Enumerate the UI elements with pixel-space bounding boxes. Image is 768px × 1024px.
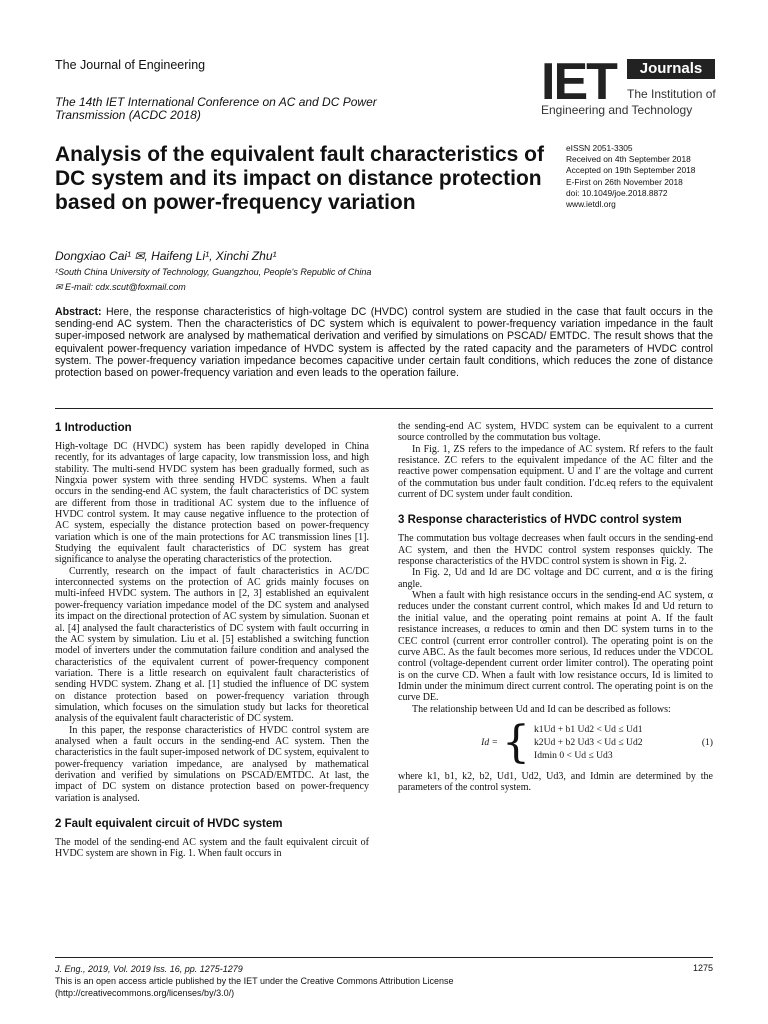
logo-institution-line2: Engineering and Technology xyxy=(541,103,693,117)
meta-received: Received on 4th September 2018 xyxy=(566,154,691,165)
corresponding-email[interactable]: ✉ E-mail: cdx.scut@foxmail.com xyxy=(55,282,186,292)
paragraph: In this paper, the response characteristics of HVDC control system are analysed when a fault occurs in the sending-end AC system. Then the characteristics in the fault super-imposed network of DC system, equivalent to power-frequency variation impedance, are analysed by mathematical derivation and verified by simulations on PSCAD/EMTDC. At last, the impact of DC system on distance protection based on power-frequency variation is analysed. xyxy=(55,724,369,804)
footer-license-link[interactable]: (http://creativecommons.org/licenses/by/3.0/) xyxy=(55,988,235,998)
paper-title: Analysis of the equivalent fault characteristics of DC system and its impact on distance protection based on power-frequency variation xyxy=(55,143,544,214)
meta-efirst: E-First on 26th November 2018 xyxy=(566,176,683,187)
equation-case: Idmin 0 < Ud ≤ Ud3 xyxy=(534,750,613,762)
right-column xyxy=(398,421,713,794)
article-metadata xyxy=(566,143,695,210)
paragraph: The model of the sending-end AC system and the fault equivalent circuit of HVDC system are shown in Fig. 1. When fault occurs in xyxy=(55,837,369,860)
abstract-divider xyxy=(55,408,713,409)
paragraph: The relationship between Ud and Id can be described as follows: xyxy=(412,703,671,715)
meta-accepted: Accepted on 19th September 2018 xyxy=(566,165,696,176)
journal-name: The Journal of Engineering xyxy=(55,58,206,72)
author-list: Dongxiao Cai¹ ✉, Haifeng Li¹, Xinchi Zhu¹ xyxy=(55,249,277,263)
equation-case: k2Ud + b2 Ud3 < Ud ≤ Ud2 xyxy=(534,737,643,749)
equation-case: k1Ud + b1 Ud2 < Ud ≤ Ud1 xyxy=(534,724,643,736)
paragraph: the sending-end AC system, HVDC system can be equivalent to a current source controlled by the commutation bus voltage. xyxy=(398,421,713,444)
left-column xyxy=(55,421,369,860)
page-number: 1275 xyxy=(692,963,713,973)
paragraph: When a fault with high resistance occurs in the sending-end AC system, α reduces under the constant current control, which makes Id and Ud return to the initial value, and the operating point remains at point A. If the fault resistance increases, α reduces to αmin and then DC system turns in to the CEC control (current error controller control). The operating point is on the curve ABC. As the fault becomes more serious, Id reduces under the VDCOL control (voltage-dependent current order limiter control). The operating point is on the curve CD. When a fault with low resistance occurs, Id is limited to Idmin under the minimum direct current control. The operating point is on the curve DE. xyxy=(398,590,713,704)
conference-name: The 14th IET International Conference on AC and DC Power Transmission (ACDC 2018) xyxy=(55,95,377,122)
paragraph: In Fig. 2, Ud and Id are DC voltage and DC current, and α is the firing angle. xyxy=(398,567,713,590)
equation-brace: { xyxy=(502,716,530,768)
logo-main-text: IET xyxy=(541,53,616,111)
paragraph: In Fig. 1, ZS refers to the impedance of AC system. Rf refers to the fault resistance. ZC refers to the equivalent impedance of the AC filter and the reactive power compensation equipment. U and I′ are the voltage and current of the commutation bus under fault condition. I′dc.eq refers to the equivalent current of DC system under fault condition. xyxy=(398,443,713,501)
meta-doi[interactable]: doi: 10.1049/joe.2018.8872 xyxy=(566,187,668,198)
equation-lhs: Id = xyxy=(481,737,498,749)
paragraph: Currently, research on the impact of fault characteristics in AC/DC interconnected systems on the protection of AC grids mainly focuses on multi-infeed HVDC system. The authors in [2, 3] established an equivalent power-frequency variation impedance model of the DC system and analysed its impact on the directional protection of AC system by simulation. Suonan et al. [4] analysed the fault characteristics of DC system with fault occurring in the AC system by simulation. Liu et al. [5] established a switching function model of inverters under the commutation failure condition and analysed the characteristics of the equivalent current of power-frequency component variation. There is a little research on equivalent fault characteristics of sending HVDC system. Zhang et al. [1] studied the influence of DC system on distance protection based on power-frequency variation through simulation, which focuses on the simulation study but lacks for theoretical analysis of the equivalent fault characteristic of DC system. xyxy=(55,565,369,725)
section-heading-response: 3 Response characteristics of HVDC control system xyxy=(398,514,682,527)
abstract-text: Here, the response characteristics of high-voltage DC (HVDC) control system are studied in the case that fault occurs in the sending-end AC system. Then the characteristics of DC system which is equivalent to power-frequency variation impedance in the fault super-imposed network are analysed by mathematical derivation and verified by simulations on PSCAD/ EMTDC. The result shows that the equivalent power-frequency variation impedance of HVDC system is affected by the rated capacity and the parameters of HVDC control system. The power-frequency variation impedance becomes capacitive under certain fault conditions, which reduces the zone of distance protection based on power-frequency variation and even leads to the operation failure. xyxy=(55,306,713,380)
footer-divider xyxy=(55,957,713,958)
footer xyxy=(55,963,713,999)
affiliation: ¹South China University of Technology, Guangzhou, People's Republic of China xyxy=(55,267,372,277)
paragraph: High-voltage DC (HVDC) system has been rapidly developed in China recently, for its advantages of large capacity, low transmission loss, and high stability. The multi-send HVDC system has been gradually formed, such as Ningxia power system with three sending HVDC systems. When a fault occurs in the sending-end AC system, the fault characteristics of DC system are different from those in traditional AC system due to the influence of HVDC control system. It may cause negative influence to the protection of AC system, especially the distance protection based on power-frequency variation which is one of the main protections for AC transmission lines [1]. Studying the equivalent fault characteristics of DC system has great significance to analyse the operating characteristics of the protection. xyxy=(55,441,369,566)
equation-1 xyxy=(398,716,713,768)
paragraph: The commutation bus voltage decreases when fault occurs in the sending-end AC system, and then the HVDC control system responses quickly. The response characteristics of the HVDC control system is shown in Fig. 2. xyxy=(398,533,713,568)
iet-logo xyxy=(541,53,719,120)
equation-cases xyxy=(534,723,643,762)
section-heading-fault-circuit: 2 Fault equivalent circuit of HVDC system xyxy=(55,818,283,830)
abstract-label: Abstract: xyxy=(55,306,102,318)
meta-website[interactable]: www.ietdl.org xyxy=(566,199,616,210)
section-heading-introduction: 1 Introduction xyxy=(55,422,132,434)
footer-citation: J. Eng., 2019, Vol. 2019 Iss. 16, pp. 1275-1279 xyxy=(55,964,243,974)
logo-institution-line1: The Institution of xyxy=(627,87,716,101)
meta-issn: eISSN 2051-3305 xyxy=(566,143,633,153)
footer-license: This is an open access article published by the IET under the Creative Commons Attribution License xyxy=(55,976,454,986)
paragraph: where k1, b1, k2, b2, Ud1, Ud2, Ud3, and Idmin are determined by the parameters of the control system. xyxy=(398,770,713,794)
abstract xyxy=(55,306,713,379)
logo-journals-badge: Journals xyxy=(627,59,715,79)
equation-number: (1) xyxy=(701,737,713,749)
